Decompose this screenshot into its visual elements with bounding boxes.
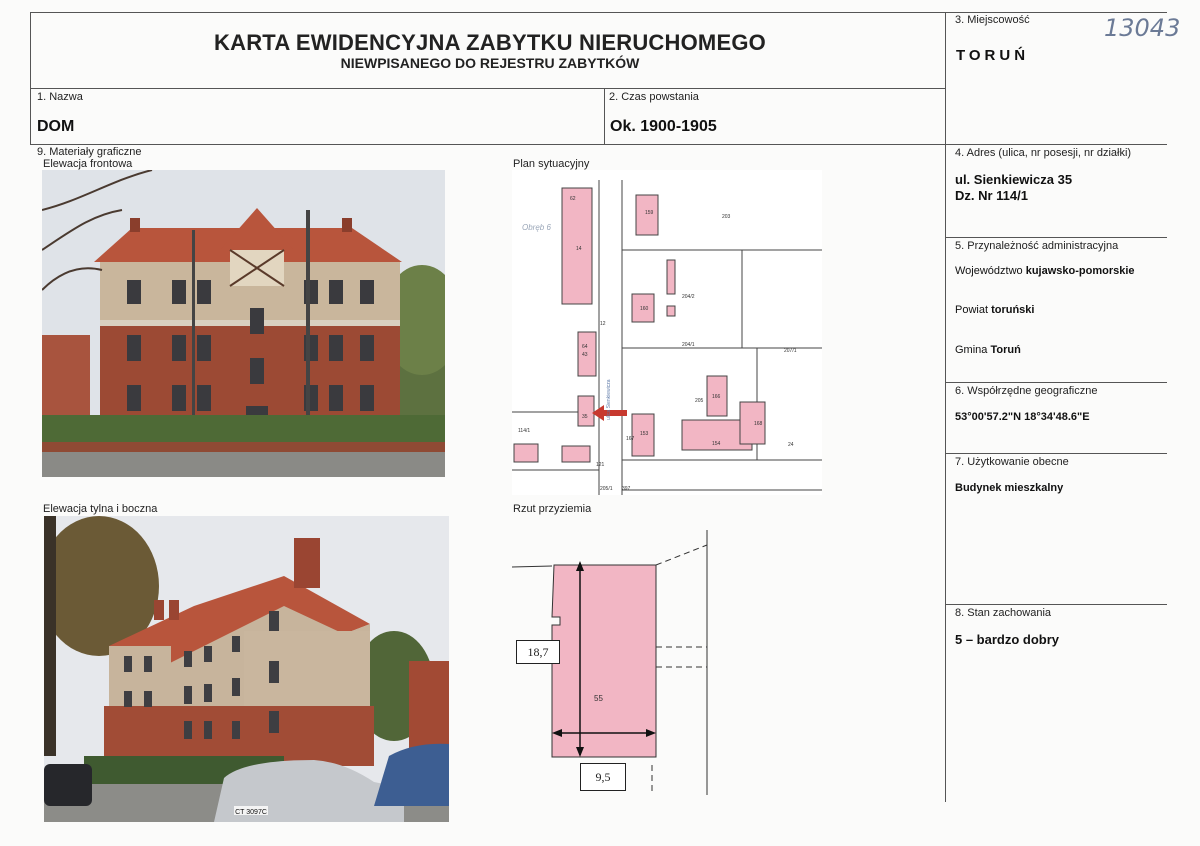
field-nazwa-label: 1. Nazwa <box>37 91 83 103</box>
plan-number: 24 <box>788 442 794 448</box>
handwritten-number: 13043 <box>1104 14 1181 42</box>
field-powiat <box>955 304 1034 316</box>
plan-number: 62 <box>570 196 576 202</box>
divider-name-date <box>604 88 605 144</box>
plan-number: 204/1 <box>682 342 695 348</box>
gmina-value: Toruń <box>990 344 1021 356</box>
back-elevation-label: Elewacja tylna i boczna <box>43 503 158 515</box>
divider-right-6 <box>945 382 1167 383</box>
plan-number: 205 <box>695 398 704 404</box>
plan-number: 153 <box>640 431 649 437</box>
car-plate-text: CT 3097C <box>235 809 267 816</box>
plan-street-label: ulica Sienkiewicza <box>606 379 612 420</box>
plan-number: 205/1 <box>600 486 613 492</box>
wojewodztwo-prefix: Województwo <box>955 265 1026 277</box>
floor-inner-number: 55 <box>594 694 603 703</box>
field-adres-line2: Dz. Nr 114/1 <box>955 188 1028 203</box>
field-stan-label: 8. Stan zachowania <box>955 607 1052 619</box>
plan-number: 159 <box>645 210 654 216</box>
field-nazwa-value: DOM <box>37 118 75 135</box>
plan-number: 35 <box>582 414 588 420</box>
divider-header <box>30 88 946 89</box>
plan-number: 12 <box>600 321 606 327</box>
field-wspolrzedne-value: 53°00'57.2"N 18°34'48.6"E <box>955 411 1090 423</box>
frame-top <box>30 12 1167 13</box>
plan-number: 114/1 <box>518 428 531 434</box>
card-subtitle: NIEWPISANEGO DO REJESTRU ZABYTKÓW <box>340 55 640 71</box>
plan-number: 154 <box>712 441 721 447</box>
floor-dimension-horizontal: 9,5 <box>580 763 626 791</box>
floor-dimension-vertical: 18,7 <box>516 640 560 664</box>
divider-right-5 <box>945 237 1167 238</box>
field-uzytkowanie-value: Budynek mieszkalny <box>955 482 1064 494</box>
plan-number: 160 <box>640 306 649 312</box>
field-uzytkowanie-label: 7. Użytkowanie obecne <box>955 456 1069 468</box>
site-plan-label: Plan sytuacyjny <box>513 158 590 170</box>
field-czas-value: Ok. 1900-1905 <box>610 118 717 135</box>
field-stan-value: 5 – bardzo dobry <box>955 632 1060 647</box>
divider-right-8 <box>945 604 1167 605</box>
divider-section9 <box>30 144 1167 145</box>
plan-number: 14 <box>576 246 582 252</box>
plan-number: 207/1 <box>784 348 797 354</box>
plan-number: 121 <box>596 462 605 468</box>
plan-number: 64 <box>582 344 588 350</box>
plan-number: 166 <box>712 394 721 400</box>
plan-number: 397 <box>622 486 631 492</box>
front-elevation-label: Elewacja frontowa <box>43 158 133 170</box>
field-adres-line1: ul. Sienkiewicza 35 <box>955 172 1073 187</box>
field-adres-label: 4. Adres (ulica, nr posesji, nr działki) <box>955 147 1132 159</box>
front-elevation-photo <box>42 170 445 477</box>
field-czas-label: 2. Czas powstania <box>609 91 699 103</box>
back-elevation-photo <box>44 516 449 822</box>
powiat-prefix: Powiat <box>955 304 992 316</box>
plan-obreb-label: Obręb 6 <box>522 223 551 232</box>
gmina-prefix: Gmina <box>955 344 991 356</box>
powiat-value: toruński <box>991 304 1035 316</box>
field-wojewodztwo <box>955 265 1135 277</box>
plan-number: 204/2 <box>682 294 695 300</box>
site-plan-map <box>512 170 822 495</box>
plan-number: 43 <box>582 352 588 358</box>
divider-right-7 <box>945 453 1167 454</box>
field-przynaleznosc-label: 5. Przynależność administracyjna <box>955 240 1119 252</box>
ground-floor-label: Rzut przyziemia <box>513 503 592 515</box>
wojewodztwo-value: kujawsko-pomorskie <box>1025 265 1135 277</box>
divider-right-column <box>945 12 946 802</box>
card-title: KARTA EWIDENCYJNA ZABYTKU NIERUCHOMEGO <box>214 30 766 55</box>
field-materialy-label: 9. Materiały graficzne <box>37 146 142 158</box>
field-miejscowosc-label: 3. Miejscowość <box>955 14 1030 26</box>
plan-number: 203 <box>722 214 731 220</box>
field-miejscowosc-value: TORUŃ <box>956 47 1030 64</box>
field-wspolrzedne-label: 6. Współrzędne geograficzne <box>955 385 1098 397</box>
field-gmina <box>955 344 1021 356</box>
plan-number: 167 <box>626 436 635 442</box>
plan-number: 168 <box>754 421 763 427</box>
